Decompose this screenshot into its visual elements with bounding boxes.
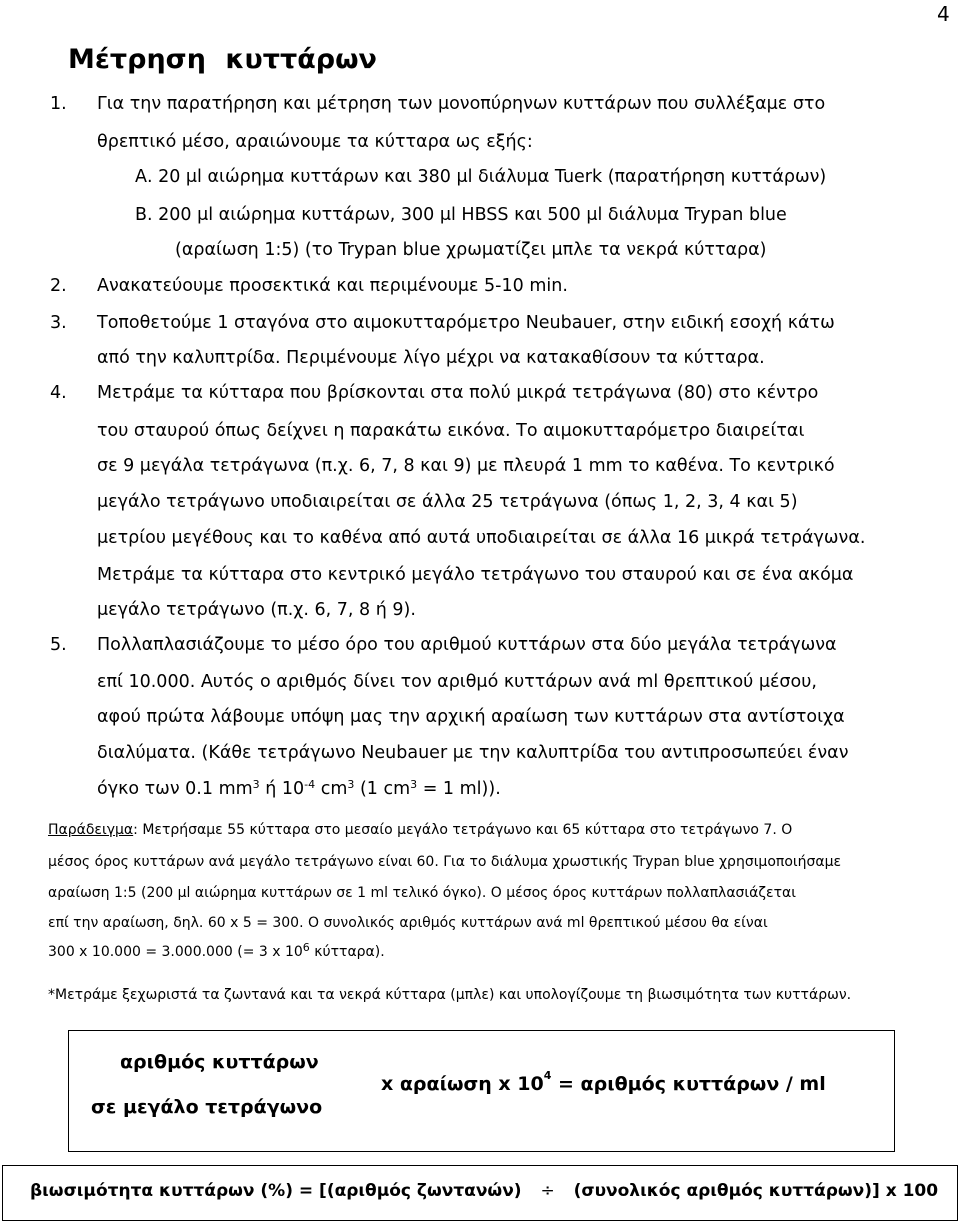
divide-symbol: ÷ bbox=[540, 1181, 555, 1201]
item-text-line: Μετράμε τα κύτταρα που βρίσκονται στα πολύ μικρά τετράγωνα (80) στο κέντρο bbox=[97, 383, 819, 403]
viability-formula: βιωσιμότητα κυττάρων (%) = [(αριθμός ζωντανών) ÷ (συνολικός αριθμός κυττάρων)] x 100 bbox=[30, 1181, 939, 1201]
item-text-line: Α. 20 μl αιώρημα κυττάρων και 380 μl διάλυμα Tuerk (παρατήρηση κυττάρων) bbox=[135, 167, 827, 187]
item-number: 2. bbox=[50, 276, 67, 296]
example-line: 300 x 10.000 = 3.000.000 (= 3 x $10^6$ κύτταρα). bbox=[48, 941, 385, 960]
item-text-line: αφού πρώτα λάβουμε υπόψη μας την αρχική αραίωση των κυττάρων στα αντίστοιχα bbox=[97, 707, 845, 727]
item-number: 5. bbox=[50, 635, 67, 655]
item-text-line: θρεπτικό μέσο, αραιώνουμε τα κύτταρα ως εξής: bbox=[97, 132, 533, 152]
item-number: 4. bbox=[50, 383, 67, 403]
item-text-line: Τοποθετούμε 1 σταγόνα στο αιμοκυτταρόμετρο Neubauer, στην ειδική εσοχή κάτω bbox=[97, 313, 835, 333]
formula-left-line: αριθμός κυττάρων bbox=[120, 1051, 319, 1073]
item-text-line: (αραίωση 1:5) (το Trypan blue χρωματίζει μπλε τα νεκρά κύτταρα) bbox=[175, 240, 767, 260]
item-number: 3. bbox=[50, 313, 67, 333]
formula-left-line: σε μεγάλο τετράγωνο bbox=[91, 1096, 323, 1118]
item-text-line: Μετράμε τα κύτταρα στο κεντρικό μεγάλο τετράγωνο του σταυρού και σε ένα ακόμα bbox=[97, 565, 854, 585]
item-text-line: μεγάλο τετράγωνο (π.χ. 6, 7, 8 ή 9). bbox=[97, 600, 416, 620]
item-text-line: μετρίου μεγέθους και το καθένα από αυτά υποδιαιρείται σε άλλα 16 μικρά τετράγωνα. bbox=[97, 528, 866, 548]
item-text-line: Β. 200 μl αιώρημα κυττάρων, 300 μl HBSS και 500 μl διάλυμα Trypan blue bbox=[135, 205, 787, 225]
example-line: αραίωση 1:5 (200 μl αιώρημα κυττάρων σε 1 ml τελικό όγκο). Ο μέσος όρος κυττάρων πολλαπλασιάζεται bbox=[48, 885, 796, 901]
item-text-line: σε 9 μεγάλα τετράγωνα (π.χ. 6, 7, 8 και 9) με πλευρά 1 mm το καθένα. Το κεντρικό bbox=[97, 456, 835, 476]
item-text-line: επί 10.000. Αυτός ο αριθμός δίνει τον αριθμό κυττάρων ανά ml θρεπτικού μέσου, bbox=[97, 672, 817, 692]
volume-line: όγκο των 0.1 $mm^3$ ή $10^{-4}$ $cm^3$ (1 $cm^3 = 1$ ml)). bbox=[97, 778, 501, 799]
item-text-line: μεγάλο τετράγωνο υποδιαιρείται σε άλλα 25 τετράγωνα (όπως 1, 2, 3, 4 και 5) bbox=[97, 492, 798, 512]
page-title: Μέτρηση κυττάρων bbox=[68, 44, 377, 75]
item-text-line: Πολλαπλασιάζουμε το μέσο όρο του αριθμού κυττάρων στα δύο μεγάλα τετράγωνα bbox=[97, 635, 837, 655]
item-number: 1. bbox=[50, 94, 67, 114]
example-line: επί την αραίωση, δηλ. 60 x 5 = 300. Ο συνολικός αριθμός κυττάρων ανά ml θρεπτικού μέσου θα είναι bbox=[48, 915, 768, 931]
example-label: Παράδειγμα bbox=[48, 822, 134, 838]
viability-note: *Μετράμε ξεχωριστά τα ζωντανά και τα νεκρά κύτταρα (μπλε) και υπολογίζουμε τη βιωσιμότητα των κυττάρων. bbox=[48, 987, 852, 1003]
item-text-line: Ανακατεύουμε προσεκτικά και περιμένουμε 5-10 min. bbox=[97, 276, 568, 296]
item-text-line: του σταυρού όπως δείχνει η παρακάτω εικόνα. Το αιμοκυτταρόμετρο διαιρείται bbox=[97, 421, 805, 441]
item-text-line: Για την παρατήρηση και μέτρηση των μονοπύρηνων κυττάρων που συλλέξαμε στο bbox=[97, 94, 826, 114]
example-line: Παράδειγμα: Μετρήσαμε 55 κύτταρα στο μεσαίο μεγάλο τετράγωνο και 65 κύτταρα στο τετράγωνο 7. Ο bbox=[48, 822, 793, 838]
item-text-line: από την καλυπτρίδα. Περιμένουμε λίγο μέχρι να κατακαθίσουν τα κύτταρα. bbox=[97, 348, 765, 368]
item-text-line: διαλύματα. (Κάθε τετράγωνο Neubauer με την καλυπτρίδα του αντιπροσωπεύει έναν bbox=[97, 743, 849, 763]
page-number: 4 bbox=[937, 2, 950, 26]
example-line: μέσος όρος κυττάρων ανά μεγάλο τετράγωνο είναι 60. Για το διάλυμα χρωστικής Trypan blue χρησιμοποιήσαμε bbox=[48, 854, 842, 870]
formula-right-side: x αραίωση x $10^4 = \alpha\rho\iota\theta\mu ό\varsigma$ κυττάρων / ml bbox=[381, 1069, 826, 1095]
